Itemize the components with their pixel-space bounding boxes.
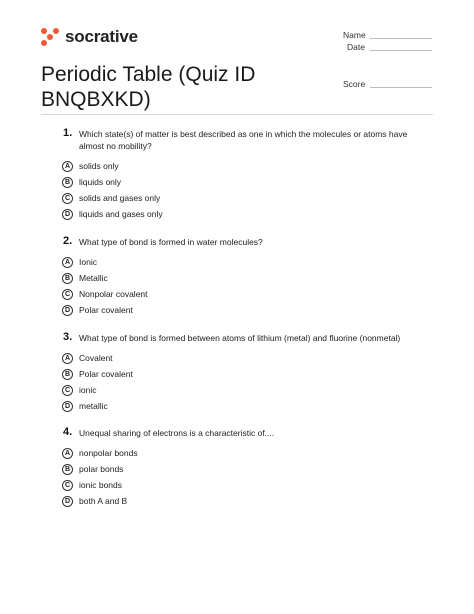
options-list (41, 350, 433, 414)
question-text: What type of bond is formed in water molecules? (79, 237, 263, 247)
option-a[interactable] (41, 254, 433, 270)
option-letter: A (62, 257, 73, 268)
question-number: 2. (63, 235, 73, 247)
question-number: 3. (63, 331, 73, 343)
option-text: polar bonds (79, 464, 124, 474)
option-b[interactable] (41, 174, 433, 190)
question-text: What type of bond is formed between atoms of lithium (metal) and fluorine (nonmetal) (79, 333, 401, 343)
question-prompt (41, 128, 433, 152)
option-letter: D (62, 305, 73, 316)
option-text: solids and gases only (79, 193, 161, 203)
option-a[interactable] (41, 445, 433, 461)
option-text: nonpolar bonds (79, 448, 138, 458)
option-letter: C (62, 193, 73, 204)
option-letter: B (62, 273, 73, 284)
options-list (41, 445, 433, 509)
name-field[interactable] (370, 38, 432, 39)
option-text: solids only (79, 161, 119, 171)
question-1 (41, 128, 433, 222)
question-prompt (41, 236, 433, 248)
option-d[interactable] (41, 493, 433, 509)
option-text: both A and B (79, 496, 128, 506)
option-letter: B (62, 464, 73, 475)
option-letter: C (62, 385, 73, 396)
option-letter: D (62, 209, 73, 220)
option-b[interactable] (41, 270, 433, 286)
option-b[interactable] (41, 461, 433, 477)
option-c[interactable] (41, 382, 433, 398)
question-4 (41, 427, 433, 509)
question-3 (41, 332, 433, 414)
option-c[interactable] (41, 286, 433, 302)
option-letter: C (62, 289, 73, 300)
option-c[interactable] (41, 190, 433, 206)
option-text: Polar covalent (79, 305, 133, 315)
score-field[interactable] (370, 87, 432, 88)
socrative-logo-icon (41, 28, 59, 46)
option-text: ionic bonds (79, 480, 123, 490)
date-field[interactable] (370, 50, 432, 51)
option-text: Polar covalent (79, 369, 133, 379)
question-2 (41, 236, 433, 318)
option-d[interactable] (41, 302, 433, 318)
option-text: metallic (79, 401, 108, 411)
date-label: Date (347, 42, 365, 52)
option-letter: A (62, 353, 73, 364)
brand-name: socrative (65, 27, 138, 46)
options-list (41, 254, 433, 318)
option-a[interactable] (41, 158, 433, 174)
question-prompt (41, 332, 433, 344)
option-b[interactable] (41, 366, 433, 382)
option-text: liquids only (79, 177, 122, 187)
option-letter: C (62, 480, 73, 491)
option-letter: A (62, 448, 73, 459)
option-a[interactable] (41, 350, 433, 366)
option-text: Nonpolar covalent (79, 289, 148, 299)
question-text: Unequal sharing of electrons is a characteristic of.... (79, 428, 275, 438)
option-letter: B (62, 369, 73, 380)
option-text: ionic (79, 385, 97, 395)
option-text: liquids and gases only (79, 209, 163, 219)
option-d[interactable] (41, 206, 433, 222)
question-number: 1. (63, 127, 73, 139)
option-text: Covalent (79, 353, 113, 363)
question-text: Which state(s) of matter is best described as one in which the molecules or atoms have almost no mobility? (79, 129, 408, 151)
page-title: Periodic Table (Quiz ID BNQBXKD) (41, 63, 256, 111)
option-letter: D (62, 496, 73, 507)
options-list (41, 158, 433, 222)
question-prompt (41, 427, 433, 439)
option-text: Metallic (79, 273, 108, 283)
socrative-logo (41, 27, 138, 47)
option-d[interactable] (41, 398, 433, 414)
option-letter: D (62, 401, 73, 412)
name-label: Name (343, 30, 366, 40)
header-divider (41, 114, 433, 115)
question-number: 4. (63, 426, 73, 438)
score-label: Score (343, 79, 366, 89)
option-letter: A (62, 161, 73, 172)
option-letter: B (62, 177, 73, 188)
option-c[interactable] (41, 477, 433, 493)
option-text: Ionic (79, 257, 97, 267)
